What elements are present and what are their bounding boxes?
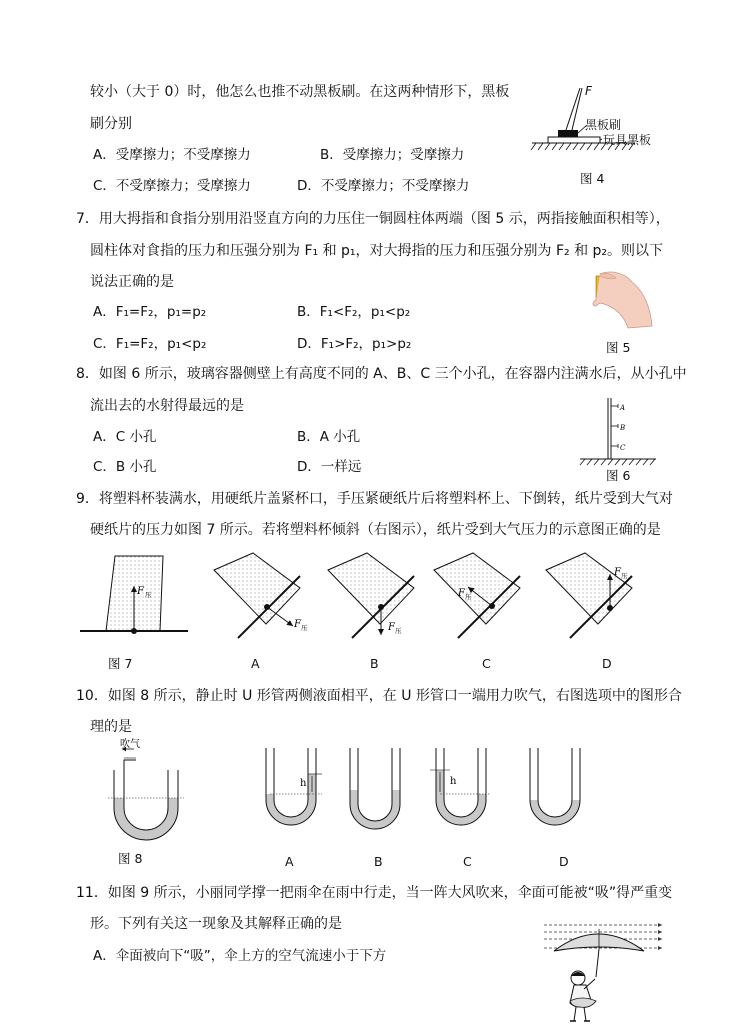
q9-caption-b: B xyxy=(370,656,379,671)
q10-option-a-h: h xyxy=(300,778,307,789)
q11-line2: 形。下列有关这一现象及其解释正确的是 xyxy=(90,916,342,932)
q9-option-c-force-sub: 压 xyxy=(465,593,472,601)
q10-line1: 10．如图 8 所示，静止时 U 形管两侧液面相平，在 U 形管口一端用力吹气，右图选项中的图形合 xyxy=(76,688,682,704)
q8-option-d: D．一样远 xyxy=(297,459,362,475)
q10-line2: 理的是 xyxy=(90,719,132,735)
q11-line1: 11．如图 9 所示，小丽同学撑一把雨伞在雨中行走，当一阵大风吹来，伞面可能被“吸”得严重变 xyxy=(76,885,673,901)
figure-4-force-label: F xyxy=(585,84,592,98)
q6-line2: 刷分别 xyxy=(90,116,132,132)
q9-line2: 硬纸片的压力如图 7 所示。若将塑料杯倾斜（右图示），纸片受到大气压力的示意图正确的是 xyxy=(90,522,661,538)
q9-option-b-diagram xyxy=(328,553,414,638)
q9-option-a-force-sub: 压 xyxy=(301,624,308,632)
q7-option-d: D．F₁>F₂，p₁>p₂ xyxy=(297,336,412,352)
q9-option-c-force-f: F xyxy=(458,588,465,599)
figure-6-diagram xyxy=(578,396,658,466)
q7-line1: 7．用大拇指和食指分别用沿竖直方向的力压住一铜圆柱体两端（图 5 示，两指接触面积相等）， xyxy=(76,211,670,227)
figure-4-board-label: 玩具黑板 xyxy=(603,133,652,147)
q9-option-c-diagram xyxy=(434,553,520,638)
q9-option-d-diagram xyxy=(546,553,632,638)
q8-line2: 流出去的水射得最远的是 xyxy=(90,398,244,414)
q9-option-d-force-f: F xyxy=(614,567,621,578)
figure-9-umbrella-diagram xyxy=(540,915,670,1027)
q6-line1: 较小（大于 0）时，他怎么也推不动黑板刷。在这两种情形下，黑板 xyxy=(90,84,510,100)
q11-option-a: A．伞面被向下“吸”，伞上方的空气流速小于下方 xyxy=(93,948,387,964)
figure-7-force-f: F xyxy=(137,586,144,597)
q9-line1: 9．将塑料杯装满水，用硬纸片盖紧杯口，手压紧硬纸片后将塑料杯上、下倒转，纸片受到大气对 xyxy=(76,491,673,507)
q9-caption-c: C xyxy=(482,656,491,671)
q10-caption-c: C xyxy=(463,854,472,869)
figure-4-caption: 图 4 xyxy=(580,171,605,186)
figure-8-and-options xyxy=(100,740,620,850)
q6-option-a: A．受摩擦力；不受摩擦力 xyxy=(93,147,251,163)
figure-6-caption: 图 6 xyxy=(606,468,631,483)
q9-caption-a: A xyxy=(251,656,260,671)
q8-option-b: B．A 小孔 xyxy=(297,429,361,445)
q8-line1: 8．如图 6 所示，玻璃容器侧壁上有高度不同的 A、B、C 三个小孔，在容器内注满水后，从小孔中 xyxy=(76,366,687,382)
figure-7-cup xyxy=(80,556,188,634)
figure-6-hole-c: C xyxy=(620,444,626,452)
q7-line3: 说法正确的是 xyxy=(90,274,174,290)
q8-option-c: C．B 小孔 xyxy=(93,459,157,475)
q8-option-a: A．C 小孔 xyxy=(93,429,157,445)
figure-7-and-options xyxy=(78,548,678,648)
q10-caption-d: D xyxy=(559,854,569,869)
q9-option-a-force-f: F xyxy=(294,619,301,630)
q9-option-b-force-sub: 压 xyxy=(395,627,402,635)
figure-6-hole-a: A xyxy=(620,404,626,412)
figure-4-brush-label: 黑板刷 xyxy=(585,118,622,132)
figure-8-blow-label: 吹气 xyxy=(120,739,140,750)
figure-5-diagram xyxy=(588,268,658,332)
q7-option-b: B．F₁<F₂，p₁<p₂ xyxy=(297,304,411,320)
q10-caption-a: A xyxy=(285,854,294,869)
q10-option-d-diagram xyxy=(530,748,580,825)
q10-option-c-diagram xyxy=(430,748,490,825)
figure-7-force-sub: 压 xyxy=(145,591,152,599)
figure-8-u-tube xyxy=(108,737,184,840)
figure-8-caption: 图 8 xyxy=(118,851,143,866)
q10-option-b-diagram xyxy=(350,748,400,829)
figure-7-caption: 图 7 xyxy=(108,656,133,671)
figure-5-caption: 图 5 xyxy=(606,340,631,355)
q7-option-a: A．F₁=F₂，p₁=p₂ xyxy=(93,304,207,320)
q10-option-c-h: h xyxy=(450,776,457,787)
q9-option-d-force-sub: 压 xyxy=(621,572,628,580)
q6-option-b: B．受摩擦力；受摩擦力 xyxy=(320,147,465,163)
q10-option-a-diagram xyxy=(266,748,322,825)
q9-caption-d: D xyxy=(602,656,612,671)
q7-line2: 圆柱体对食指的压力和压强分别为 F₁ 和 p₁，对大拇指的压力和压强分别为 F₂ 和 p₂。则以下 xyxy=(90,243,664,259)
q10-caption-b: B xyxy=(374,854,383,869)
figure-6-hole-b: B xyxy=(620,424,626,432)
q9-option-b-force-f: F xyxy=(388,622,395,633)
q6-option-d: D．不受摩擦力；不受摩擦力 xyxy=(297,178,470,194)
q7-option-c: C．F₁=F₂，p₁<p₂ xyxy=(93,336,207,352)
q6-option-c: C．不受摩擦力；受摩擦力 xyxy=(93,178,251,194)
q9-option-a-diagram xyxy=(214,553,308,638)
